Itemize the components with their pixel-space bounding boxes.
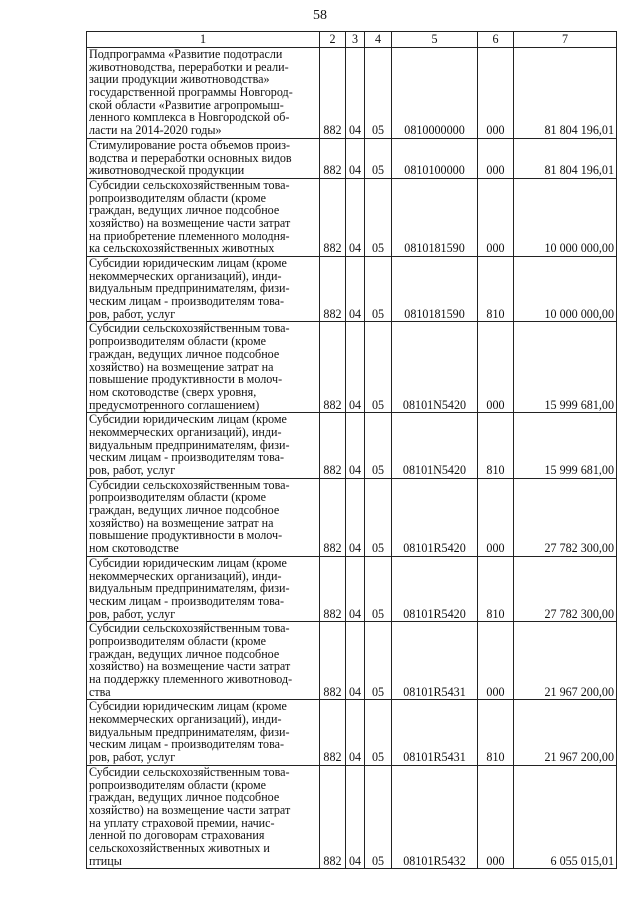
description-line: видуальным предпринимателям, физи- (89, 581, 290, 596)
target-article-cell: 08101R5431 (392, 700, 478, 765)
expense-type-cell: 810 (478, 700, 514, 765)
header-cell-2: 2 (320, 32, 346, 48)
description-line: ном скотоводстве (сверх уровня, (89, 384, 257, 399)
expense-type-cell: 000 (478, 138, 514, 178)
target-article-cell: 08101R5420 (392, 556, 478, 621)
description-line: Субсидии сельскохозяйственным това- (89, 177, 290, 192)
header-cell-1: 1 (87, 32, 320, 48)
header-cell-6: 6 (478, 32, 514, 48)
target-article-cell: 08101N5420 (392, 322, 478, 413)
ministry-code-cell: 882 (320, 700, 346, 765)
description-line: ческим лицам - производителям това- (89, 294, 285, 309)
description-line: ном скотоводстве (89, 541, 179, 556)
target-article-cell: 08101R5420 (392, 478, 478, 556)
header-cell-4: 4 (365, 32, 392, 48)
description-line: ческим лицам - производителям това- (89, 737, 285, 752)
description-cell (87, 622, 320, 700)
subsection-cell: 05 (365, 178, 392, 256)
table-row (87, 48, 617, 139)
description-line: некоммерческих организаций), инди- (89, 712, 282, 727)
description-cell (87, 478, 320, 556)
amount-cell: 21 967 200,00 (514, 700, 617, 765)
description-cell (87, 138, 320, 178)
description-line: Субсидии юридическим лицам (кроме (89, 555, 287, 570)
subsection-cell: 05 (365, 138, 392, 178)
target-article-cell: 0810181590 (392, 257, 478, 322)
ministry-code-cell: 882 (320, 48, 346, 139)
description-line: ропроизводителям области (кроме (89, 777, 267, 792)
description-line: животноводства, переработки и реали- (89, 59, 289, 74)
table-row (87, 556, 617, 621)
ministry-code-cell: 882 (320, 257, 346, 322)
expense-type-cell: 810 (478, 556, 514, 621)
section-cell: 04 (346, 178, 365, 256)
description-line: граждан, ведущих личное подсобное (89, 203, 280, 218)
section-cell: 04 (346, 257, 365, 322)
ministry-code-cell: 882 (320, 622, 346, 700)
subsection-cell: 05 (365, 413, 392, 478)
description-line: Подпрограмма «Развитие подотрасли (89, 47, 283, 61)
header-cell-5: 5 (392, 32, 478, 48)
description-line: ропроизводителям области (кроме (89, 190, 267, 205)
description-line: на приобретение племенного молодня- (89, 228, 290, 243)
description-line: некоммерческих организаций), инди- (89, 424, 282, 439)
subsection-cell: 05 (365, 765, 392, 869)
amount-cell: 27 782 300,00 (514, 478, 617, 556)
description-line: предусмотренного соглашением) (89, 397, 260, 412)
section-cell: 04 (346, 700, 365, 765)
description-line: государственной программы Новгород- (89, 85, 293, 100)
description-line: видуальным предпринимателям, физи- (89, 281, 290, 296)
description-cell (87, 556, 320, 621)
budget-table (86, 31, 617, 869)
description-line: Субсидии сельскохозяйственным това- (89, 477, 290, 492)
description-line: некоммерческих организаций), инди- (89, 268, 282, 283)
description-line: видуальным предпринимателям, физи- (89, 724, 290, 739)
subsection-cell: 05 (365, 48, 392, 139)
description-line: зации продукции животноводства» (89, 72, 270, 87)
description-line: ропроизводителям области (кроме (89, 490, 267, 505)
description-line: хозяйство) на возмещение затрат на (89, 359, 274, 374)
description-line: ленного комплекса в Новгородской об- (89, 110, 290, 125)
description-cell (87, 48, 320, 139)
description-line: ка сельскохозяйственных животных (89, 241, 275, 256)
table-row (87, 700, 617, 765)
description-line: на уплату страховой премии, начис- (89, 815, 275, 830)
description-line: сельскохозяйственных животных и (89, 840, 270, 855)
section-cell: 04 (346, 556, 365, 621)
description-line: ласти на 2014-2020 годы» (89, 123, 222, 138)
description-cell (87, 178, 320, 256)
description-line: ров, работ, услуг (89, 750, 176, 765)
description-line: Субсидии юридическим лицам (кроме (89, 699, 287, 714)
expense-type-cell: 000 (478, 178, 514, 256)
description-line: на поддержку племенного животновод- (89, 672, 293, 686)
description-cell (87, 700, 320, 765)
section-cell: 04 (346, 322, 365, 413)
section-cell: 04 (346, 765, 365, 869)
table-row (87, 478, 617, 556)
description-line: ленной по договорам страхования (89, 828, 265, 843)
subsection-cell: 05 (365, 322, 392, 413)
target-article-cell: 0810181590 (392, 178, 478, 256)
section-cell: 04 (346, 413, 365, 478)
description-line: ческим лицам - производителям това- (89, 450, 285, 465)
target-article-cell: 08101N5420 (392, 413, 478, 478)
description-line: ров, работ, услуг (89, 463, 176, 477)
table-row (87, 322, 617, 413)
table-header (87, 32, 617, 48)
amount-cell: 21 967 200,00 (514, 622, 617, 700)
description-line: хозяйство) на возмещение части затрат (89, 802, 291, 817)
description-line: граждан, ведущих личное подсобное (89, 790, 280, 805)
description-cell (87, 257, 320, 322)
ministry-code-cell: 882 (320, 178, 346, 256)
target-article-cell: 0810000000 (392, 48, 478, 139)
description-line: повышение продуктивности в молоч- (89, 528, 283, 543)
expense-type-cell: 000 (478, 48, 514, 139)
amount-cell: 15 999 681,00 (514, 322, 617, 413)
table-body (87, 48, 617, 869)
description-line: водства и переработки основных видов (89, 150, 292, 165)
description-line: граждан, ведущих личное подсобное (89, 646, 280, 661)
subsection-cell: 05 (365, 700, 392, 765)
ministry-code-cell: 882 (320, 765, 346, 869)
section-cell: 04 (346, 48, 365, 139)
amount-cell: 15 999 681,00 (514, 413, 617, 478)
table-row (87, 178, 617, 256)
description-line: Субсидии сельскохозяйственным това- (89, 621, 290, 636)
description-line: ропроизводителям области (кроме (89, 633, 267, 648)
description-line: ской области «Развитие агропромыш- (89, 97, 284, 112)
section-cell: 04 (346, 478, 365, 556)
description-line: граждан, ведущих личное подсобное (89, 346, 280, 361)
description-line: ства (89, 684, 111, 699)
description-line: граждан, ведущих личное подсобное (89, 503, 280, 518)
description-line: хозяйство) на возмещение затрат на (89, 515, 274, 530)
description-line: Субсидии сельскохозяйственным това- (89, 764, 290, 779)
amount-cell: 81 804 196,01 (514, 48, 617, 139)
expense-type-cell: 810 (478, 413, 514, 478)
table-row (87, 138, 617, 178)
description-line: некоммерческих организаций), инди- (89, 568, 282, 583)
expense-type-cell: 000 (478, 765, 514, 869)
description-line: ческим лицам - производителям това- (89, 593, 285, 608)
description-cell (87, 322, 320, 413)
ministry-code-cell: 882 (320, 138, 346, 178)
table-row (87, 413, 617, 478)
ministry-code-cell: 882 (320, 556, 346, 621)
description-line: Субсидии сельскохозяйственным това- (89, 321, 290, 336)
description-line: повышение продуктивности в молоч- (89, 372, 283, 387)
description-cell (87, 765, 320, 869)
description-cell (87, 413, 320, 478)
section-cell: 04 (346, 138, 365, 178)
amount-cell: 81 804 196,01 (514, 138, 617, 178)
expense-type-cell: 000 (478, 322, 514, 413)
ministry-code-cell: 882 (320, 478, 346, 556)
header-row (87, 32, 617, 48)
subsection-cell: 05 (365, 478, 392, 556)
amount-cell: 10 000 000,00 (514, 178, 617, 256)
subsection-cell: 05 (365, 556, 392, 621)
table-row (87, 622, 617, 700)
description-line: хозяйство) на возмещение части затрат (89, 215, 291, 230)
description-line: ропроизводителям области (кроме (89, 334, 267, 349)
table-row (87, 765, 617, 869)
header-cell-3: 3 (346, 32, 365, 48)
page-number: 58 (313, 8, 327, 23)
expense-type-cell: 000 (478, 478, 514, 556)
description-line: ров, работ, услуг (89, 606, 176, 621)
description-line: Субсидии юридическим лицам (кроме (89, 256, 287, 270)
section-cell: 04 (346, 622, 365, 700)
ministry-code-cell: 882 (320, 413, 346, 478)
target-article-cell: 08101R5431 (392, 622, 478, 700)
ministry-code-cell: 882 (320, 322, 346, 413)
description-line: животноводческой продукции (89, 163, 245, 178)
table-row (87, 257, 617, 322)
description-line: ров, работ, услуг (89, 306, 176, 321)
description-line: хозяйство) на возмещение части затрат (89, 659, 291, 674)
expense-type-cell: 000 (478, 622, 514, 700)
amount-cell: 6 055 015,01 (514, 765, 617, 869)
subsection-cell: 05 (365, 257, 392, 322)
description-line: Стимулирование роста объемов произ- (89, 137, 291, 152)
amount-cell: 27 782 300,00 (514, 556, 617, 621)
subsection-cell: 05 (365, 622, 392, 700)
description-line: птицы (89, 853, 122, 868)
header-cell-7: 7 (514, 32, 617, 48)
target-article-cell: 08101R5432 (392, 765, 478, 869)
expense-type-cell: 810 (478, 257, 514, 322)
description-line: Субсидии юридическим лицам (кроме (89, 412, 287, 427)
target-article-cell: 0810100000 (392, 138, 478, 178)
amount-cell: 10 000 000,00 (514, 257, 617, 322)
description-line: видуальным предпринимателям, физи- (89, 437, 290, 452)
